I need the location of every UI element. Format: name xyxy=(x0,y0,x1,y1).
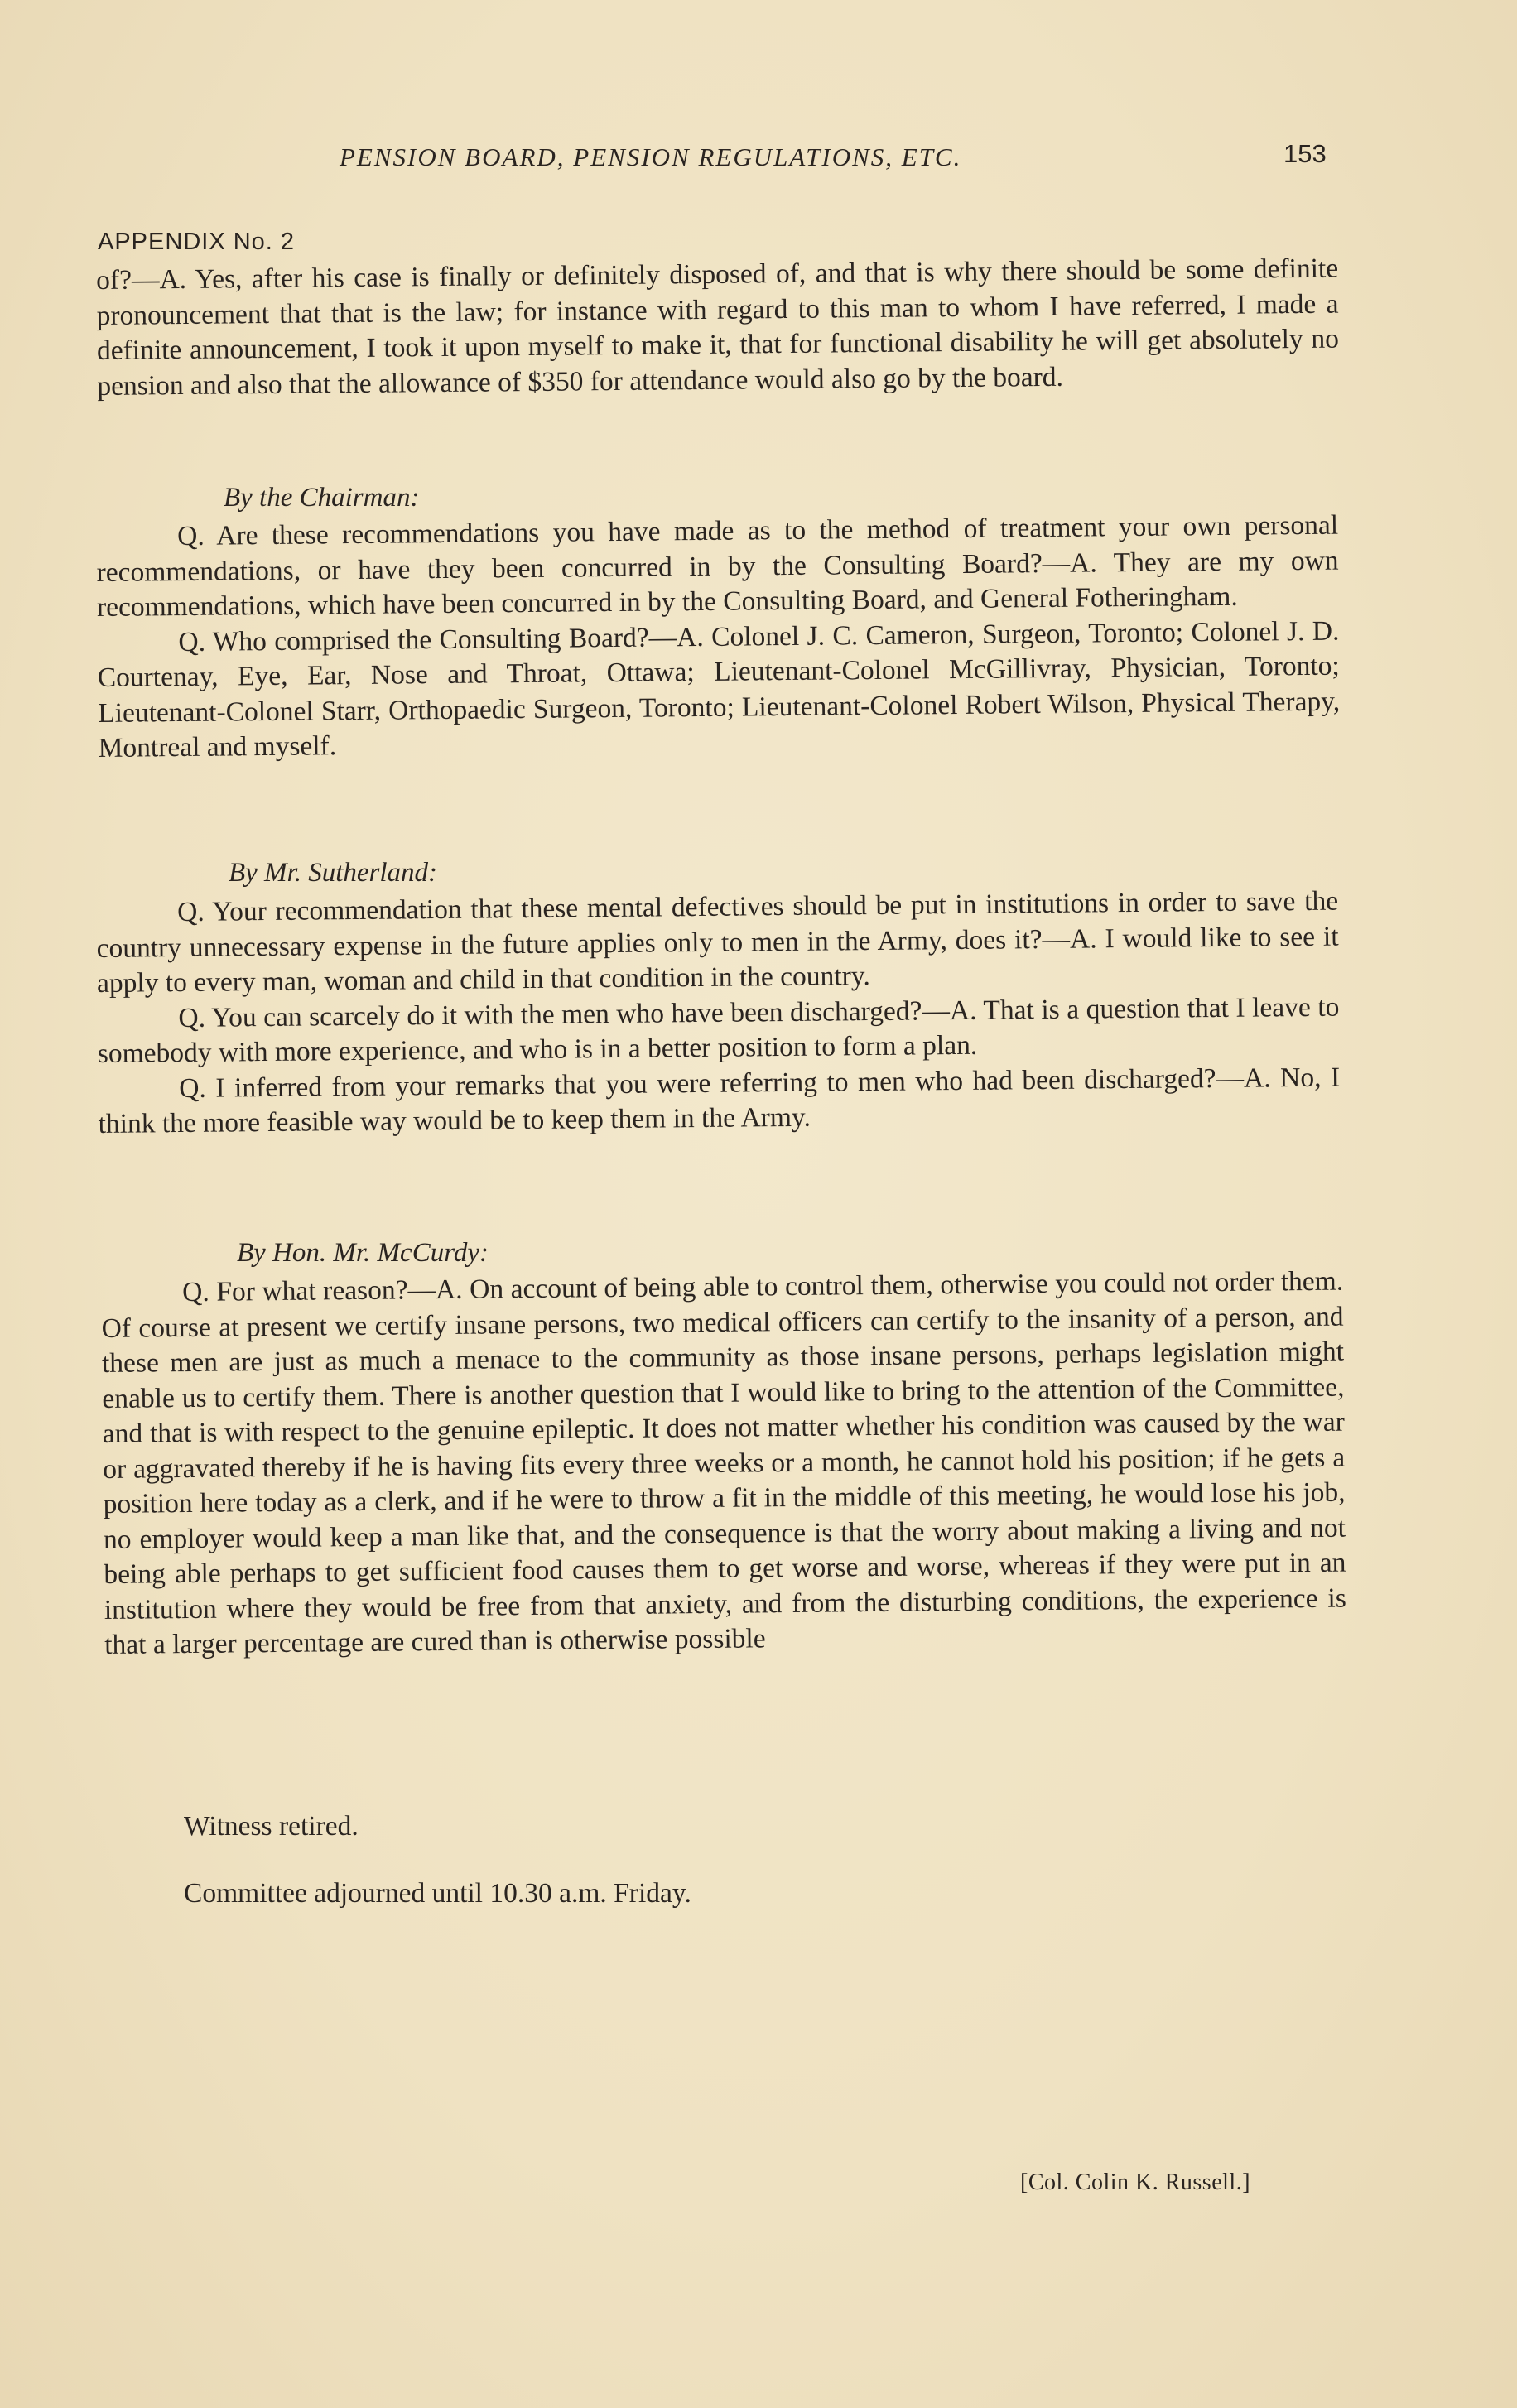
mccurdy-paragraph-1: Q. For what reason?—A. On account of being able to control them, otherwise you could not order them. Of course at present we certify insane persons, two medical officers can certify to the insanity of a person, and these men are just as much a menace to the community as those insane persons, perhaps legislation might enable us to certify them. There is another question that I would like to bring to the attention of the Committee, and that is with respect to the genuine epileptic. It does not matter whether his condition was caused by the war or aggravated thereby if he is having fits every three weeks or a month, he cannot hold his position; if he gets a position here today as a clerk, and if he were to throw a fit in the middle of this meeting, he would lose his job, no employer would keep a man like that, and the consequence is that the worry about making a living and not being able perhaps to get sufficient food causes them to get worse and worse, whereas if they were put in an institution where they would be free from that anxiety, and from the disturbing conditions, the experience is that a larger percentage are cured than is otherwise possible xyxy=(101,1265,1346,1660)
sutherland-paragraph-1: Q. Your recommendation that these mental defectives should be put in institutions in order to save the country unnecessary expense in the future applies only to men in the Army, does it?—A. I would like to see it apply to every man, woman and child in that condition in the country. xyxy=(96,885,1339,999)
page-number: 153 xyxy=(1283,139,1327,168)
intro-paragraph: of?—A. Yes, after his case is finally or definitely disposed of, and that is why there should be some definite pronouncement that that is the law; for instance with regard to this man to whom I have referred, I made a definite announcement, I took it upon myself to make it, that for functional disability he will get absolutely no pension and also that the allowance of $350 for attendance would also go by the board. xyxy=(96,253,1340,402)
speaker-mccurdy: By Hon. Mr. McCurdy: xyxy=(237,1238,489,1268)
witness-retired: Witness retired. xyxy=(184,1811,359,1842)
sutherland-block xyxy=(96,884,1341,1143)
intro-block xyxy=(96,252,1340,404)
speaker-chairman: By the Chairman: xyxy=(224,483,420,513)
speaker-sutherland: By Mr. Sutherland: xyxy=(229,858,438,888)
mccurdy-block xyxy=(101,1264,1346,1664)
sutherland-paragraph-2: Q. You can scarcely do it with the men who have been discharged?—A. That is a question that I leave to somebody with more experience, and who is in a better position to form a plan. xyxy=(97,991,1340,1069)
witness-signature: [Col. Colin K. Russell.] xyxy=(1020,2170,1251,2195)
chairman-block xyxy=(96,508,1341,767)
chairman-paragraph-1: Q. Are these recommendations you have made as to the method of treatment your own personal recommendations, or have they been concurred in by the Consulting Board?—A. They are my own recommendations, which have been concurred in by the Consulting Board, and General Fotheringham. xyxy=(96,509,1339,623)
chairman-paragraph-2: Q. Who comprised the Consulting Board?—A. Colonel J. C. Cameron, Surgeon, Toronto; Colonel J. D. Courtenay, Eye, Ear, Nose and Throat, Ottawa; Lieutenant-Colonel McGillivray, Physician, Toronto; Lieutenant-Colonel Starr, Orthopaedic Surgeon, Toronto; Lieutenant-Colonel Robert Wilson, Physical Therapy, Montreal and myself. xyxy=(97,615,1341,763)
running-title: PENSION BOARD, PENSION REGULATIONS, ETC. xyxy=(340,142,962,171)
sutherland-paragraph-3: Q. I inferred from your remarks that you were referring to men who had been discharged?—A. No, I think the more feasible way would be to keep them in the Army. xyxy=(98,1062,1341,1139)
appendix-label: APPENDIX No. 2 xyxy=(98,229,296,255)
committee-adjourned: Committee adjourned until 10.30 a.m. Friday. xyxy=(184,1878,691,1909)
